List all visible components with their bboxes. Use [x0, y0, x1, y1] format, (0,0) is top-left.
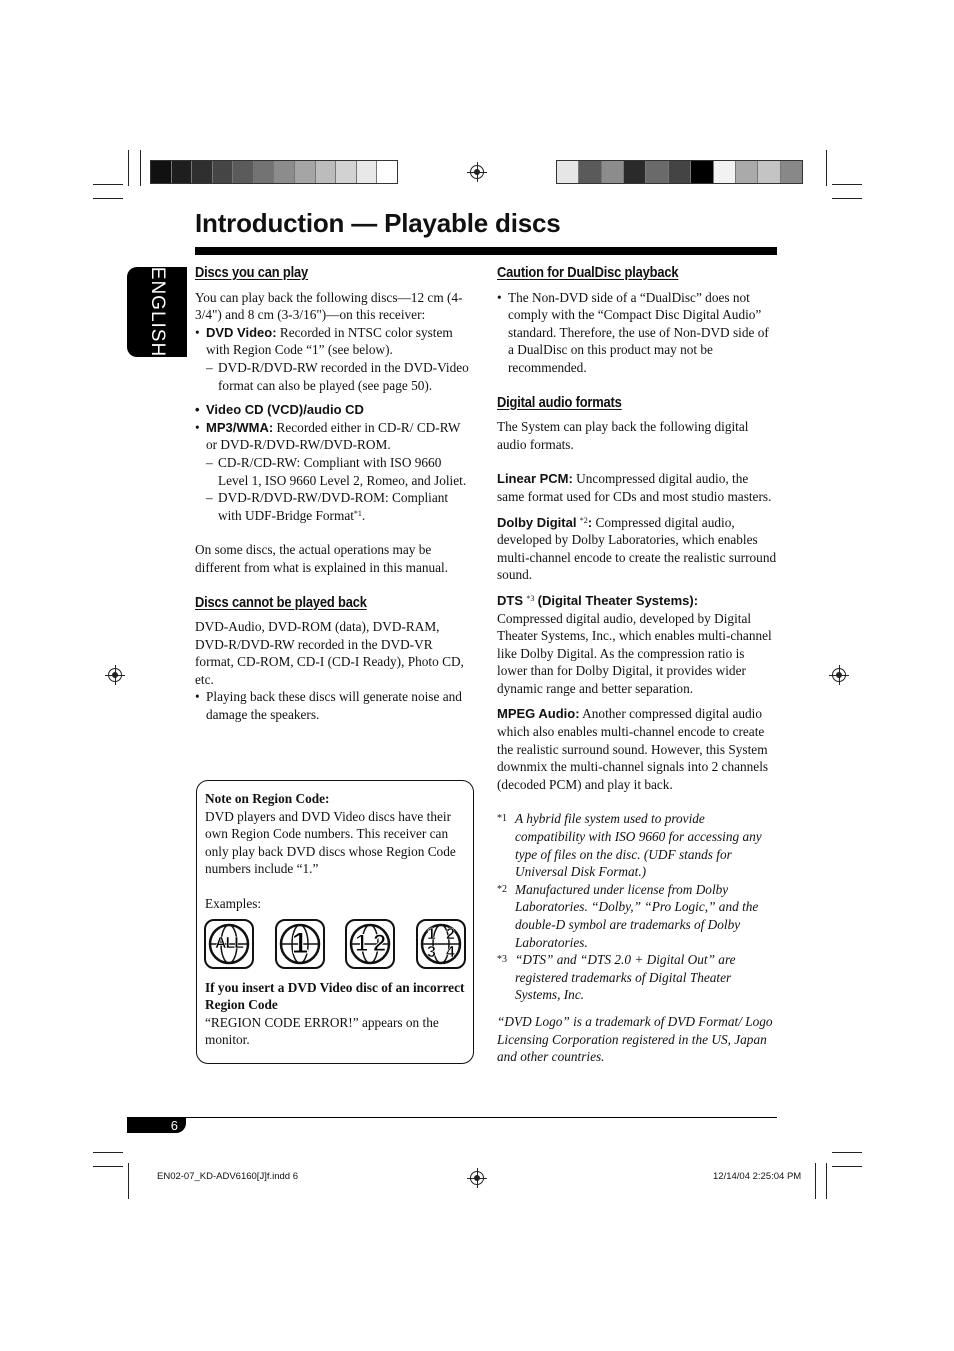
color-swatch [602, 161, 624, 183]
footnote-ref: *2 [579, 515, 588, 525]
mpeg-label: MPEG Audio: [497, 706, 580, 722]
page-number: 6 [127, 1118, 186, 1133]
crop-mark [832, 1166, 862, 1167]
region-badge-1-2 [345, 919, 395, 969]
mp3-subitem-dvd-text: DVD-R/DVD-RW/DVD-ROM: Compliant with UDF-Bridge Format [218, 490, 449, 523]
color-swatch [758, 161, 780, 183]
vcd-item: • Video CD (VCD)/audio CD [195, 401, 473, 419]
color-swatch [557, 161, 579, 183]
discs-cannot-heading: Discs cannot be played back [195, 593, 367, 611]
dts [497, 592, 777, 610]
mp3-subitem-dvd-end: . [361, 507, 366, 523]
crop-mark [93, 198, 123, 199]
crop-mark [128, 1163, 129, 1199]
region-badge-1 [275, 919, 325, 969]
registration-mark-icon [470, 165, 484, 179]
dolby-label: Dolby Digital [497, 514, 577, 530]
crop-mark [93, 1166, 123, 1167]
color-swatch [254, 161, 275, 183]
color-swatch [669, 161, 691, 183]
mpeg-text: Another compressed digital audio which also enables multi-channel encode to create the realistic surround sound. However, this System downmix the multi-channel signals into 2 channels (decoded PCM) and play it back. [497, 706, 769, 792]
mp3-item [195, 419, 473, 454]
region-warning-text: “REGION CODE ERROR!” appears on the monitor. [205, 1014, 439, 1048]
dolby-colon: : [587, 514, 593, 530]
title-rule [195, 247, 777, 255]
crop-mark [140, 150, 141, 186]
footnote-ref: *3 [526, 593, 535, 603]
dvd-video-item [195, 324, 473, 359]
linear-pcm [497, 470, 777, 505]
badge-digit: 3 [427, 944, 436, 961]
digital-intro: The System can play back the following digital audio formats. [497, 419, 749, 452]
registration-mark-icon [832, 668, 846, 682]
color-swatch [336, 161, 357, 183]
color-swatch [646, 161, 668, 183]
footnote-mark: *2 [497, 883, 507, 895]
badge-label: 1 2 [354, 930, 386, 957]
crop-mark [826, 1163, 827, 1199]
color-swatch [714, 161, 736, 183]
badge-label-grid [418, 921, 464, 967]
badge-digit: 1 [427, 926, 436, 943]
badge-digit: 4 [446, 944, 455, 961]
color-swatch [192, 161, 213, 183]
crop-mark [93, 184, 123, 185]
language-label: ENGLISH [147, 266, 168, 358]
crop-mark [832, 184, 862, 185]
region-badge-1-2-3-4 [416, 919, 466, 969]
linear-pcm-text: Uncompressed digital audio, the same format used for CDs and most studio masters. [497, 471, 772, 504]
dvd-logo-note: “DVD Logo” is a trademark of DVD Format/ Logo Licensing Corporation registered in the US, Japan and other countries. [497, 1013, 773, 1065]
examples-label: Examples: [205, 895, 262, 911]
color-swatch [691, 161, 713, 183]
dvd-video-label: DVD Video: [206, 324, 277, 340]
mp3-subitem-cd: – CD-R/CD-RW: Compliant with ISO 9660 Level 1, ISO 9660 Level 2, Romeo, and Joliet. [195, 454, 473, 489]
footnote-mark: *3 [497, 954, 507, 966]
color-swatch [579, 161, 601, 183]
crop-mark [832, 198, 862, 199]
color-bar-right [556, 160, 803, 184]
color-swatch [377, 161, 397, 183]
mp3-subitem-dvd [195, 489, 473, 524]
crop-mark [826, 150, 827, 186]
dts-label: DTS [497, 592, 523, 608]
language-tab [127, 267, 187, 357]
badge-digit: 2 [446, 926, 455, 943]
registration-mark-icon [108, 668, 122, 682]
footnote-ref: *1 [353, 508, 362, 518]
mpeg-audio [497, 705, 777, 793]
right-column [497, 264, 777, 1066]
color-swatch [172, 161, 193, 183]
mp3-text: Recorded either in CD-R/ CD-RW or DVD-R/DVD-RW/DVD-ROM. [206, 419, 461, 453]
dvd-video-text: Recorded in NTSC color system with Region Code “1” (see below). [206, 324, 453, 358]
linear-pcm-label: Linear PCM: [497, 471, 573, 487]
color-swatch [624, 161, 646, 183]
caution-heading: Caution for DualDisc playback [497, 264, 679, 281]
mp3-label: MP3/WMA: [206, 419, 274, 435]
crop-mark [128, 150, 129, 186]
page-title: Introduction — Playable discs [195, 208, 561, 238]
dts-label-2: (Digital Theater Systems): [537, 592, 699, 608]
slug-left: EN02-07_KD-ADV6160[J]f.indd 6 [157, 1171, 298, 1182]
footnote-text: “DTS” and “DTS 2.0 + Digital Out” are registered trademarks of Digital Theater Systems, Inc. [515, 952, 736, 1003]
color-swatch [233, 161, 254, 183]
color-bar-left [150, 160, 398, 184]
discs-you-can-play-heading: Discs you can play [195, 264, 309, 281]
region-note-heading: Note on Region Code: [205, 791, 330, 806]
discs-cannot-text: DVD-Audio, DVD-ROM (data), DVD-RAM, DVD-R/DVD-RW recorded in the DVD-VR format, CD-ROM, CD-I (CD-I Ready), Photo CD, etc. [195, 619, 464, 687]
slug-right: 12/14/04 2:25:04 PM [713, 1171, 802, 1182]
footnote-text: Manufactured under license from Dolby Laboratories. “Dolby,” “Pro Logic,” and the double-D symbol are trademarks of Dolby Laboratories. [515, 881, 759, 950]
digital-audio-heading: Digital audio formats [497, 393, 622, 411]
color-swatch [151, 161, 172, 183]
crop-mark [93, 1152, 123, 1153]
color-swatch [736, 161, 758, 183]
color-swatch [316, 161, 337, 183]
region-warning-heading: If you insert a DVD Video disc of an incorrect Region Code [205, 979, 465, 1013]
color-swatch [357, 161, 378, 183]
footnote-1 [497, 810, 777, 880]
discs-intro: You can play back the following discs—12 cm (4-3/4") and 8 cm (3-3/16")—on this receiver: [195, 289, 463, 323]
crop-mark [832, 1152, 862, 1153]
color-swatch [295, 161, 316, 183]
footnote-text: A hybrid file system used to provide compatibility with ISO 9660 for accessing any type of files on the disc. (UDF stands for Universal Disk Format.) [515, 811, 762, 880]
dolby-text: Compressed digital audio, developed by Dolby Laboratories, which enables multi-channel encode to create the realistic surround sound. [497, 514, 777, 583]
badge-label: ALL [214, 935, 244, 952]
discs-note: On some discs, the actual operations may be different from what is explained in this manual. [195, 542, 449, 575]
footnote-3 [497, 951, 777, 1004]
dvd-video-subitem: – DVD-R/DVD-RW recorded in the DVD-Video format can also be played (see page 50). [195, 359, 473, 394]
color-swatch [781, 161, 802, 183]
footnote-mark: *1 [497, 813, 507, 825]
badge-label: 1 [291, 927, 309, 960]
discs-cannot-bullet: • Playing back these discs will generate noise and damage the speakers. [195, 688, 473, 723]
dolby-digital [497, 514, 777, 584]
crop-mark [815, 1163, 816, 1199]
footnote-2 [497, 881, 777, 951]
caution-bullet: • The Non-DVD side of a “DualDisc” does not comply with the “Compact Disc Digital Audio” standard. Therefore, the use of Non-DVD side of a DualDisc on this product may not be recommended. [497, 289, 777, 377]
color-swatch [274, 161, 295, 183]
color-swatch [213, 161, 234, 183]
region-note-text: DVD players and DVD Video discs have their own Region Code numbers. This receiver can only play back DVD discs whose Region Code numbers include “1.” [205, 808, 456, 877]
footer-rule [127, 1117, 777, 1118]
left-column [195, 264, 473, 724]
dts-text: Compressed digital audio, developed by Digital Theater Systems, Inc., which enables multi-channel like Dolby Digital. As the compression ratio is lower than for Dolby Digital, it provides wider dynamic range and better separation. [497, 610, 772, 696]
region-badge-all [204, 919, 254, 969]
registration-mark-icon [470, 1171, 484, 1185]
